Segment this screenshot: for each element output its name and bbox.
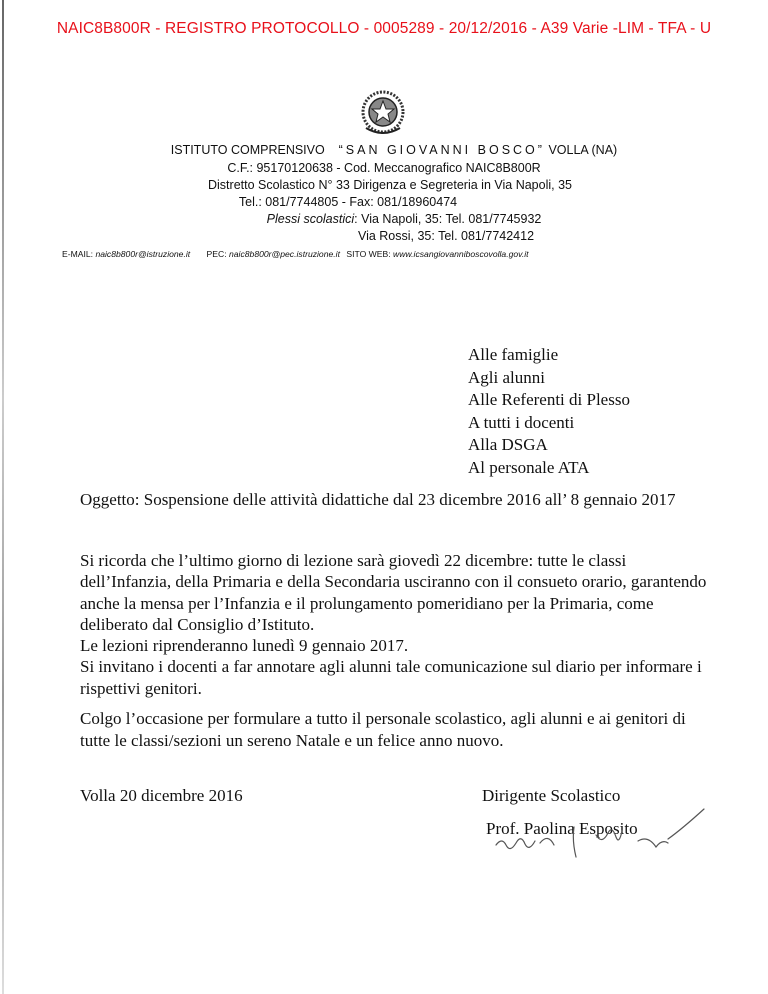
recipient-item: A tutti i docenti [468, 412, 575, 432]
school-name-prefix: ISTITUTO COMPRENSIVO [170, 143, 325, 157]
school-plessi-2: Via Rossi, 35: Tel. 081/7742412 [357, 229, 535, 243]
web-label: SITO WEB: [346, 249, 391, 259]
web-link[interactable]: www.icsangiovanniboscovolla.gov.it [393, 249, 529, 259]
pec-link[interactable]: naic8b800r@pec.istruzione.it [229, 249, 340, 259]
pec-label: PEC: [206, 249, 227, 259]
plessi-label: Plessi scolastici [266, 212, 355, 226]
email-label: E-MAIL: [62, 249, 94, 259]
handwritten-signature-icon [478, 805, 708, 865]
school-plessi-1 [20, 212, 768, 226]
recipient-item: Alle Referenti di Plesso [468, 390, 630, 409]
school-tel: Tel.: 081/7744805 - Fax: 081/18960474 [238, 195, 458, 209]
body-paragraph: Si invitano i docenti a far annotare agli alunni tale comunicazione sul diario per informare i rispettivi genitori. [80, 657, 702, 698]
recipient-item: Alla DSGA [468, 435, 548, 454]
letter-subject: Oggetto: Sospensione delle attività didattiche dal 23 dicembre 2016 all’ 8 gennaio 2017 [80, 490, 676, 509]
place-date: Volla 20 dicembre 2016 [80, 786, 243, 805]
school-cf: C.F.: 95170120638 - Cod. Meccanografico NAIC8B800R [227, 161, 541, 175]
signature-name: Prof. Paolina Esposito [486, 819, 638, 838]
body-paragraph: Si ricorda che l’ultimo giorno di lezione sarà giovedì 22 dicembre: tutte le classi dell’Infanzia, della Primaria e della Secondaria usciranno con il consueto orario, garantendo anche la mensa per l’Infanzia e il prolungamento pomeridiano per la Primaria, come deliberato dal Consiglio d’Istituto. [80, 551, 707, 634]
recipient-item: Al personale ATA [468, 457, 590, 477]
letter-closing: Colgo l’occasione per formulare a tutto il personale scolastico, agli alunni e ai genitori di tutte le classi/sezioni un sereno Natale e un felice anno nuovo. [80, 709, 686, 750]
school-city: VOLLA (NA) [548, 143, 618, 157]
recipient-item: Agli alunni [468, 367, 545, 387]
school-contacts [62, 249, 543, 259]
email-link[interactable]: naic8b800r@istruzione.it [95, 249, 191, 259]
recipient-item: Alle famiglie [468, 345, 559, 364]
school-name [0, 143, 768, 157]
school-name-quoted: “SAN GIOVANNI BOSCO” [338, 143, 545, 157]
signature-title: Dirigente Scolastico [482, 786, 621, 805]
protocol-stamp: NAIC8B800R - REGISTRO PROTOCOLLO - 0005289 - 20/12/2016 - A39 Varie -LIM - TFA - U [56, 20, 712, 37]
school-district: Distretto Scolastico N° 33 Dirigenza e Segreteria in Via Napoli, 35 [208, 178, 572, 192]
body-paragraph: Le lezioni riprenderanno lunedì 9 gennaio 2017. [80, 636, 409, 656]
plessi-address-1: : Via Napoli, 35: Tel. 081/7745932 [354, 212, 542, 226]
letter-body [80, 550, 720, 699]
recipients-list [468, 344, 630, 479]
republic-emblem-icon [358, 88, 408, 138]
